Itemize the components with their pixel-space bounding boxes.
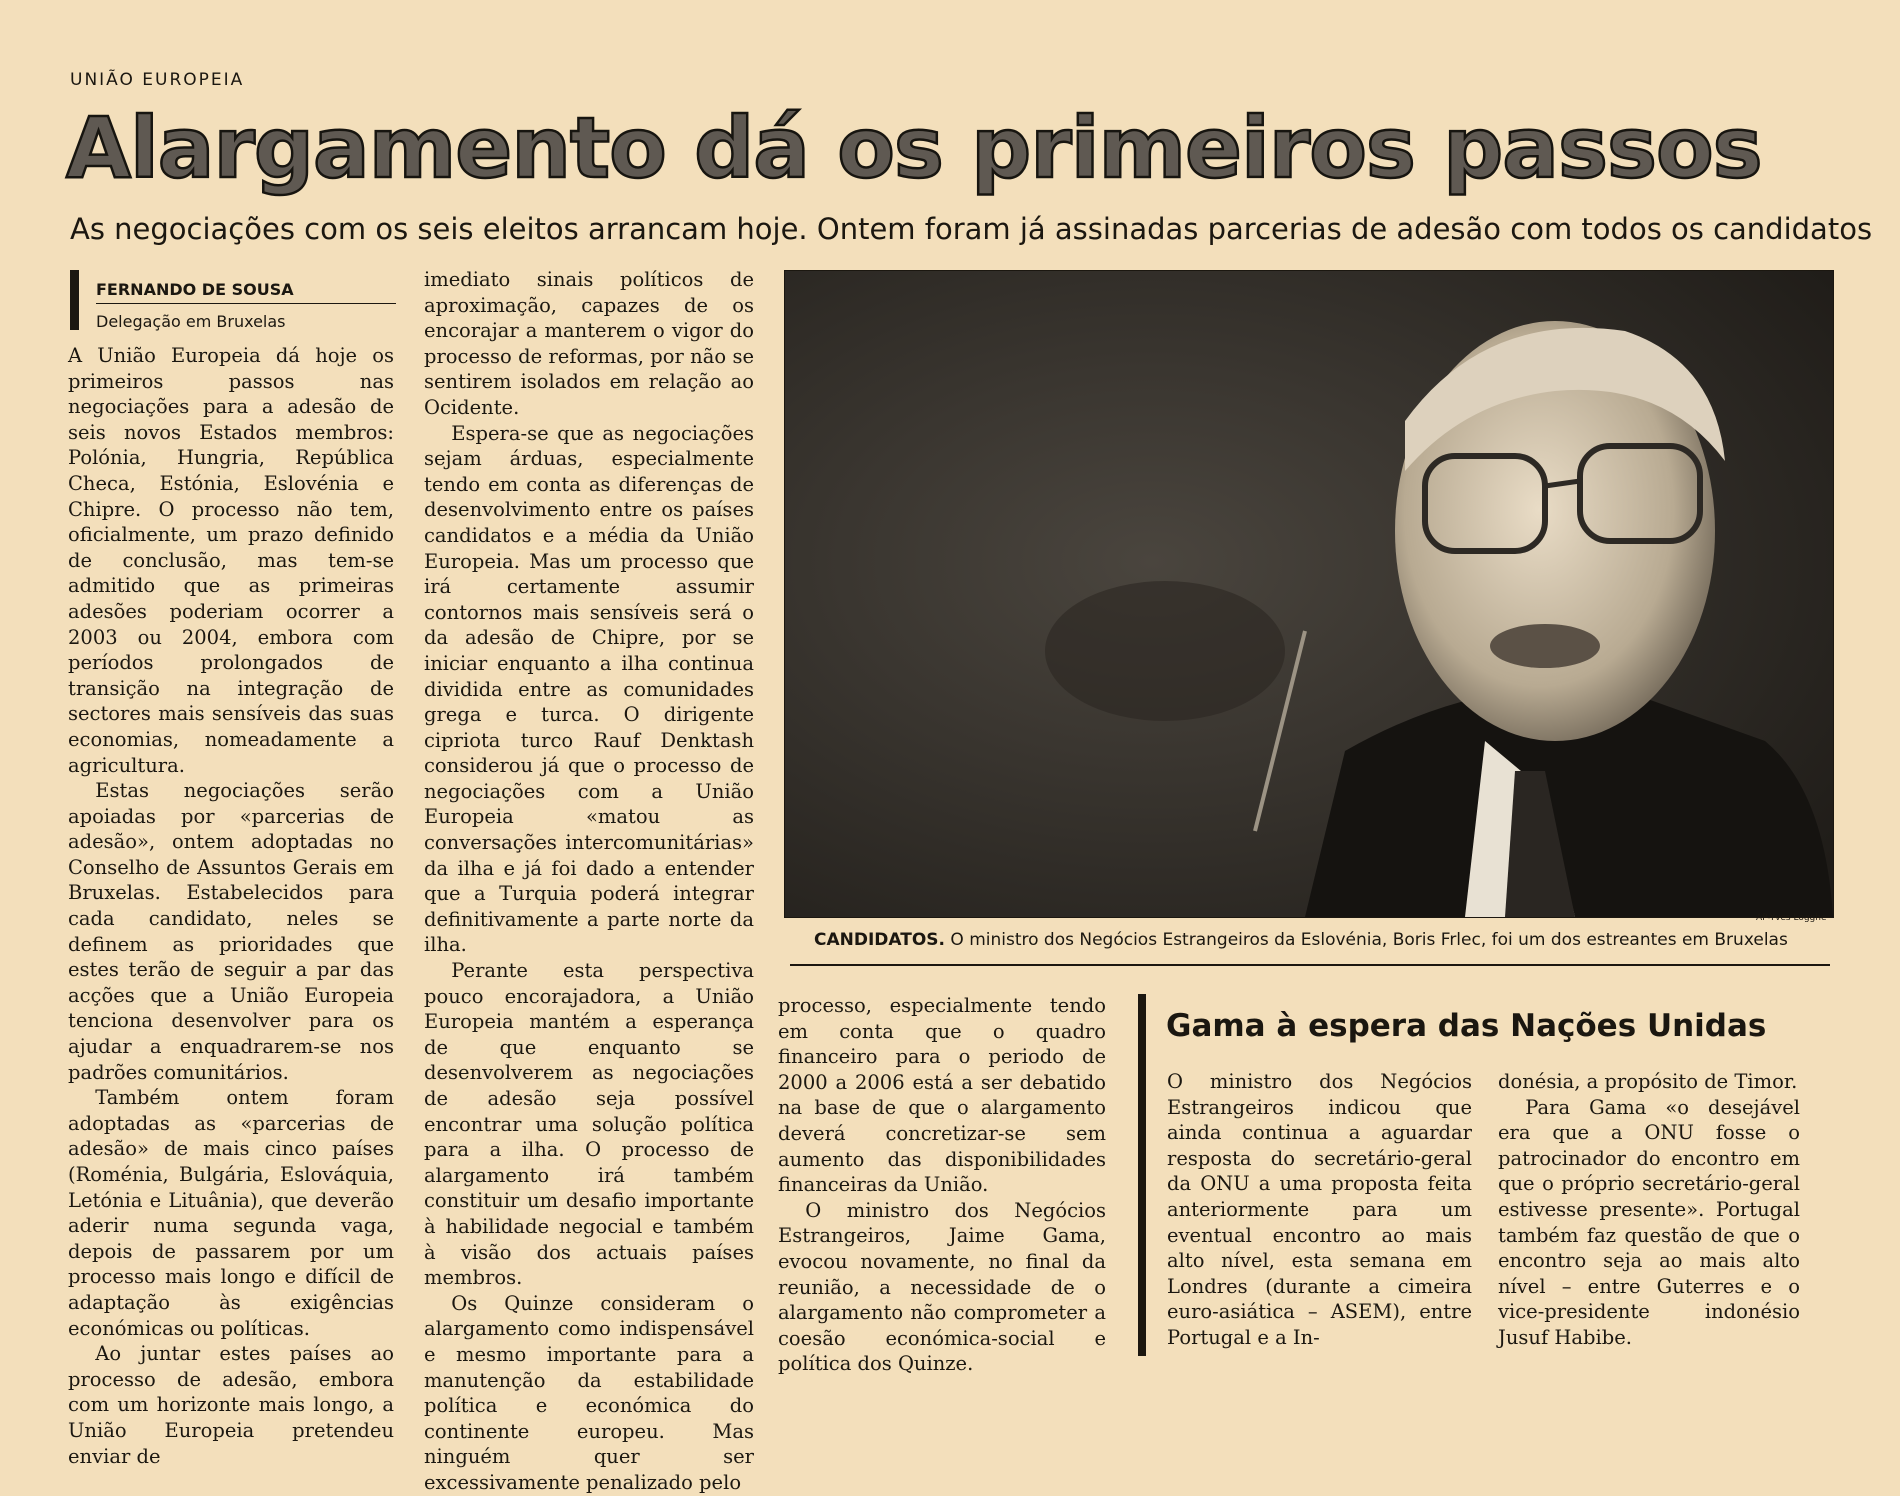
- photo-image: [785, 271, 1833, 917]
- news-photo: [784, 270, 1834, 918]
- article-column-2: [424, 267, 754, 1496]
- byline-author: FERNANDO DE SOUSA: [96, 280, 396, 304]
- photo-caption: [814, 928, 1814, 952]
- paragraph: imediato sinais políticos de aproximação, capazes de os encorajar a manterem o vigor do processo de reformas, por não se sentirem isolados em relação ao Ocidente.: [424, 268, 754, 419]
- paragraph: Espera-se que as negociações sejam árduas, especialmente tendo em conta as diferenças de desenvolvimento entre os países candidatos e a média da União Europeia. Mas um processo que irá certamente assumir contornos mais sensíveis será o da adesão de Chipre, por se iniciar enquanto a ilha continua dividida entre as comunidades grega e turca. O dirigente cipriota turco Rauf Denktash considerou já que o processo de negociações com a União Europeia «matou as conversações intercomunitárias» da ilha e já foi dado a entender que a Turquia poderá integrar definitivamente a parte norte da ilha.: [424, 421, 754, 957]
- sidebar-rule: [1138, 994, 1146, 1356]
- sidebar-column-1: [1167, 1069, 1472, 1351]
- article-column-1: [68, 343, 394, 1469]
- paragraph: Ao juntar estes países ao processo de adesão, embora com um horizonte mais longo, a União Europeia pretendeu enviar de: [68, 1342, 394, 1468]
- paragraph: donésia, a propósito de Timor.: [1498, 1070, 1798, 1093]
- paragraph: O ministro dos Negócios Estrangeiros indicou que ainda continua a aguardar resposta do secretário-geral da ONU a uma proposta feita anteriormente para um eventual encontro ao mais alto nível, esta semana em Londres (durante a cimeira euro-asiática – ASEM), entre Portugal e a In-: [1167, 1070, 1472, 1349]
- photo-credit: AP-Yves Logghe: [1756, 913, 1827, 923]
- subheadline: As negociações com os seis eleitos arrancam hoje. Ontem foram já assinadas parcerias de adesão com todos os candidatos: [70, 212, 1873, 246]
- article-column-3: [778, 993, 1106, 1377]
- section-label: UNIÃO EUROPEIA: [70, 70, 245, 90]
- paragraph: A União Europeia dá hoje os primeiros passos nas negociações para a adesão de seis novos Estados membros: Polónia, Hungria, República Checa, Estónia, Eslovénia e Chipre. O processo não tem, oficialmente, um prazo definido de conclusão, mas tem-se admitido que as primeiras adesões poderiam ocorrer a 2003 ou 2004, embora com períodos prolongados de transição na integração de sectores mais sensíveis das suas economias, nomeadamente a agricultura.: [68, 344, 394, 777]
- paragraph: Para Gama «o desejável era que a ONU fosse o patrocinador do encontro em que o próprio secretário-geral estivesse presente». Portugal também faz questão de que o encontro seja ao mais alto nível – entre Guterres e o vice-presidente indonésio Jusuf Habibe.: [1498, 1095, 1800, 1349]
- caption-rule: [790, 964, 1830, 966]
- byline-department: Delegação em Bruxelas: [96, 312, 286, 331]
- paragraph: Os Quinze consideram o alargamento como indispensável e mesmo importante para a manutenção da estabilidade política e económica do continente europeu. Mas ninguém quer ser excessivamente penalizado pelo: [424, 1291, 754, 1494]
- paragraph: O ministro dos Negócios Estrangeiros, Jaime Gama, evocou novamente, no final da reunião, a necessidade de o alargamento não comprometer a coesão económica-social e política dos Quinze.: [778, 1198, 1106, 1376]
- paragraph: Também ontem foram adoptadas as «parcerias de adesão» de mais cinco países (Roménia, Bulgária, Eslováquia, Letónia e Lituânia), que deverão aderir numa segunda vaga, depois de passarem por um processo mais longo e difícil de adaptação às exigências económicas ou políticas.: [68, 1086, 394, 1340]
- paragraph: processo, especialmente tendo em conta que o quadro financeiro para o periodo de 2000 a 2006 está a ser debatido na base de que o alargamento deverá concretizar-se sem aumento das disponibilidades financeiras da União.: [778, 994, 1106, 1197]
- byline-rule: [70, 270, 79, 330]
- paragraph: Perante esta perspectiva pouco encorajadora, a União Europeia mantém a esperança de que enquanto se desenvolverem as negociações de adesão seja possível encontrar uma solução política para a ilha. O processo de alargamento irá também constituir um desafio importante à habilidade negocial e também à visão dos actuais países membros.: [424, 959, 754, 1290]
- sidebar-title: Gama à espera das Nações Unidas: [1166, 1008, 1767, 1044]
- caption-label: CANDIDATOS.: [814, 930, 945, 950]
- caption-text: O ministro dos Negócios Estrangeiros da Eslovénia, Boris Frlec, foi um dos estreantes em Bruxelas: [945, 930, 1788, 950]
- paragraph: Estas negociações serão apoiadas por «parcerias de adesão», ontem adoptadas no Conselho de Assuntos Gerais em Bruxelas. Estabelecidos para cada candidato, neles se definem as prioridades que estes terão de seguir a par das acções que a União Europeia tenciona desenvolver para os ajudar a enquadrarem-se nos padrões comunitários.: [68, 779, 394, 1084]
- headline: Alargamento dá os primeiros passos: [66, 99, 1762, 197]
- sidebar-column-2: [1498, 1069, 1800, 1351]
